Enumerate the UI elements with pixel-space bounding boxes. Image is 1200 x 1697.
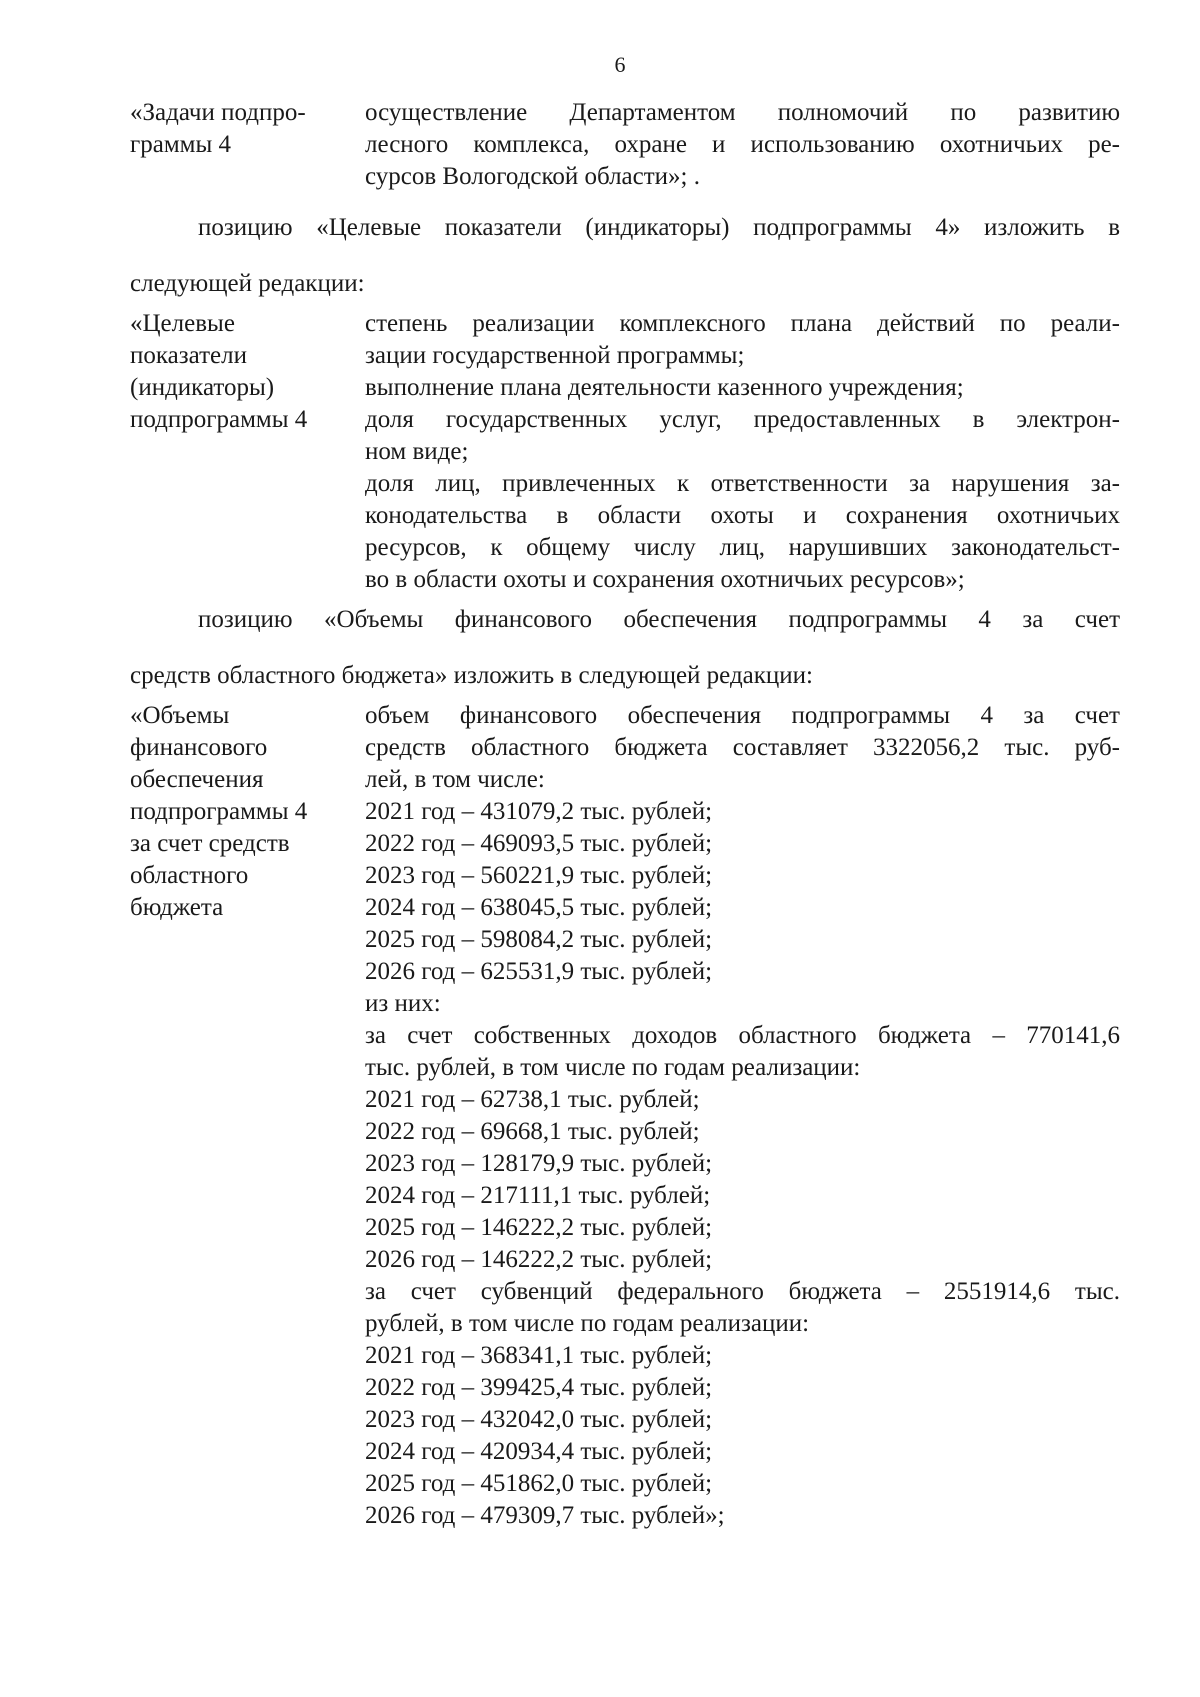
label-line: за счет средств	[130, 830, 290, 857]
page-number: 6	[614, 52, 626, 77]
label-line: подпрограммы 4	[130, 406, 308, 433]
label-line: (индикаторы)	[130, 374, 275, 401]
text-line: во в области охоты и сохранения охотничьих ресурсов»;	[365, 566, 965, 593]
text-line: ном виде;	[365, 438, 469, 465]
text-line: 2025 год – 146222,2 тыс. рублей;	[365, 1214, 713, 1241]
indicators-row	[130, 308, 1120, 596]
indicators-label	[130, 308, 365, 596]
text-line: осуществление Департаментом полномочий по развитию	[365, 99, 1120, 126]
label-line: «Целевые	[130, 310, 235, 337]
finance-row	[130, 700, 1120, 1532]
text-line: 2024 год – 217111,1 тыс. рублей;	[365, 1182, 711, 1209]
finance-paragraph	[130, 604, 1120, 692]
text-line: лесного комплекса, охране и использованию охотничьих ре-	[365, 131, 1120, 158]
text-line: 2026 год – 146222,2 тыс. рублей;	[365, 1246, 713, 1273]
label-line: «Задачи подпро-	[130, 99, 306, 126]
text-line: ресурсов, к общему числу лиц, нарушивших законодательст-	[365, 534, 1120, 561]
text-line: 2026 год – 625531,9 тыс. рублей;	[365, 958, 713, 985]
text-line: тыс. рублей, в том числе по годам реализации:	[365, 1054, 861, 1081]
task-content	[365, 97, 1120, 193]
text-line: средств областного бюджета составляет 3322056,2 тыс. руб-	[365, 734, 1120, 761]
finance-block	[130, 700, 1120, 1532]
text-line: за счет субвенций федерального бюджета – 2551914,6 тыс.	[365, 1278, 1120, 1305]
label-line: «Объемы	[130, 702, 230, 729]
text-line: 2022 год – 469093,5 тыс. рублей;	[365, 830, 713, 857]
task-row	[130, 97, 1120, 193]
text-line: рублей, в том числе по годам реализации:	[365, 1310, 810, 1337]
text-line: 2023 год – 432042,0 тыс. рублей;	[365, 1406, 713, 1433]
indicators-content	[365, 308, 1120, 596]
text-line: доля государственных услуг, предоставленных в электрон-	[365, 406, 1120, 433]
label-line: граммы 4	[130, 131, 232, 158]
text-line: зации государственной программы;	[365, 342, 745, 369]
finance-paragraph-line2: средств областного бюджета» изложить в следующей редакции:	[130, 662, 813, 689]
label-line: бюджета	[130, 894, 224, 921]
text-line: степень реализации комплексного плана действий по реали-	[365, 310, 1120, 337]
label-line: финансового	[130, 734, 268, 761]
text-line: 2025 год – 451862,0 тыс. рублей;	[365, 1470, 713, 1497]
text-line: 2024 год – 638045,5 тыс. рублей;	[365, 894, 713, 921]
task-label	[130, 97, 365, 193]
text-line: доля лиц, привлеченных к ответственности за нарушения за-	[365, 470, 1120, 497]
label-line: показатели	[130, 342, 247, 369]
indicators-paragraph	[130, 212, 1120, 300]
text-line: конодательства в области охоты и сохранения охотничьих	[365, 502, 1120, 529]
label-line: обеспечения	[130, 766, 264, 793]
text-line: сурсов Вологодской области»; .	[365, 163, 700, 190]
finance-label	[130, 700, 365, 1532]
text-line: 2022 год – 69668,1 тыс. рублей;	[365, 1118, 700, 1145]
text-line: 2021 год – 368341,1 тыс. рублей;	[365, 1342, 713, 1369]
indicators-paragraph-line2: следующей редакции:	[130, 270, 365, 297]
text-line: 2026 год – 479309,7 тыс. рублей»;	[365, 1502, 725, 1529]
label-line: областного	[130, 862, 249, 889]
text-line: 2022 год – 399425,4 тыс. рублей;	[365, 1374, 713, 1401]
finance-content	[365, 700, 1120, 1532]
task-block	[130, 97, 1120, 193]
text-line: 2023 год – 128179,9 тыс. рублей;	[365, 1150, 713, 1177]
indicators-paragraph-line1: позицию «Целевые показатели (индикаторы) подпрограммы 4» изложить в	[198, 214, 1120, 241]
text-line: лей, в том числе:	[365, 766, 545, 793]
text-line: за счет собственных доходов областного бюджета – 770141,6	[365, 1022, 1120, 1049]
text-line: из них:	[365, 990, 441, 1017]
finance-paragraph-line1: позицию «Объемы финансового обеспечения подпрограммы 4 за счет	[198, 606, 1120, 633]
text-line: 2021 год – 431079,2 тыс. рублей;	[365, 798, 713, 825]
text-line: выполнение плана деятельности казенного учреждения;	[365, 374, 964, 401]
text-line: 2024 год – 420934,4 тыс. рублей;	[365, 1438, 713, 1465]
label-line: подпрограммы 4	[130, 798, 308, 825]
text-line: 2021 год – 62738,1 тыс. рублей;	[365, 1086, 700, 1113]
text-line: 2023 год – 560221,9 тыс. рублей;	[365, 862, 713, 889]
text-line: 2025 год – 598084,2 тыс. рублей;	[365, 926, 713, 953]
indicators-block	[130, 308, 1120, 596]
text-line: объем финансового обеспечения подпрограммы 4 за счет	[365, 702, 1120, 729]
